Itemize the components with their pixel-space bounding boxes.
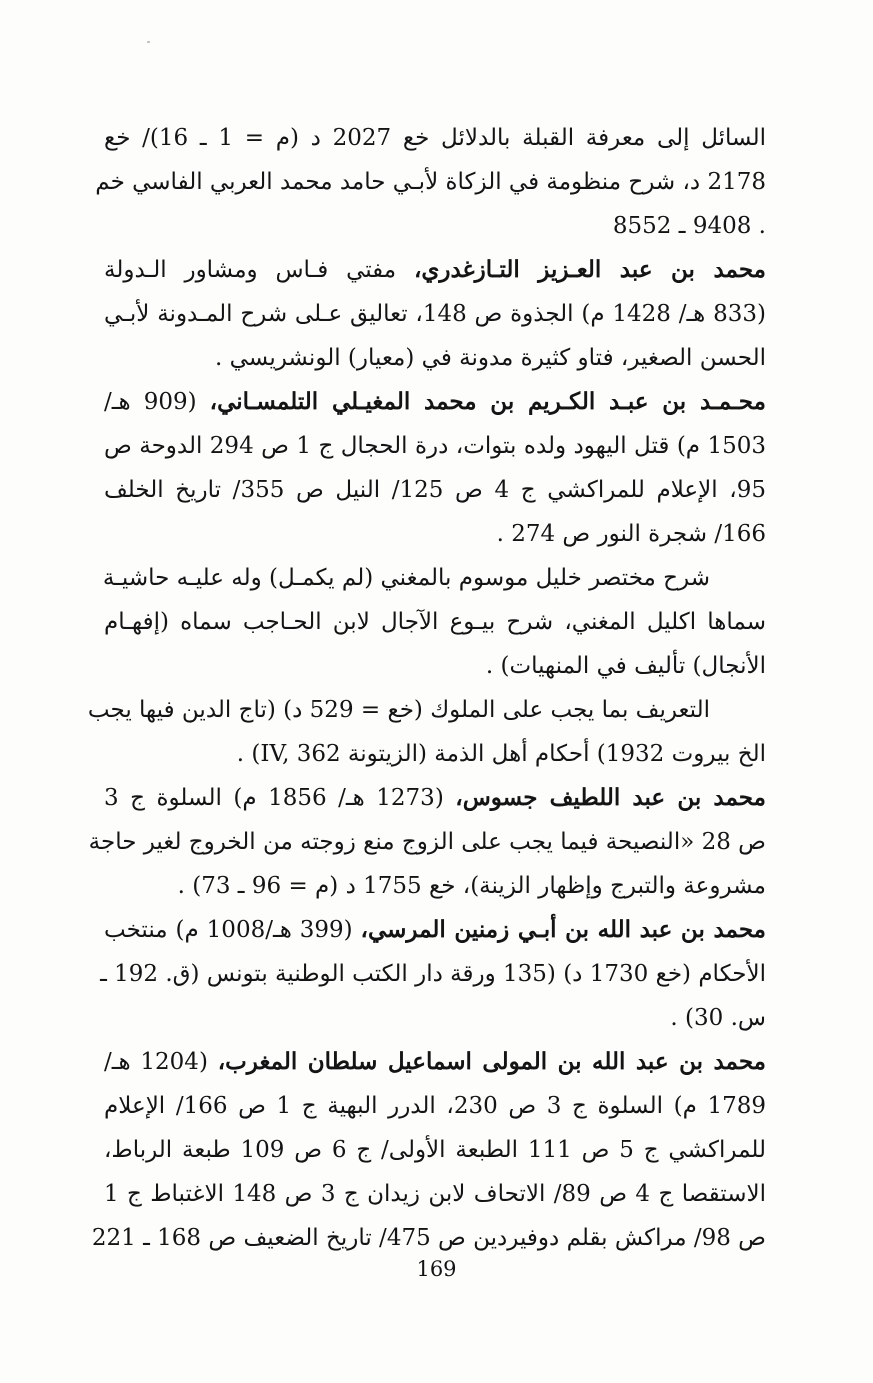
text-line: للمراكشي ج 5 ص 111 الطبعة الأولى/ ج 6 ص 109 طبعة الرباط،	[104, 1137, 767, 1163]
text-line: ص 28 «النصيحة فيما يجب على الزوج منع زوجته من الخروج لغير حاجة	[88, 829, 766, 855]
entry-heading: محمد بن عبد الله بن المولى اسماعيل سلطان المغرب،	[217, 1048, 766, 1075]
text-line: 166/ شجرة النور ص 274 .	[496, 521, 766, 547]
entry-text: (1273 هـ/ 1856 م) السلوة ج 3	[104, 785, 456, 811]
text-line: (833 هـ/ 1428 م) الجذوة ص 148، تعاليق عـلى شرح المـدونة لأبـي	[104, 301, 766, 327]
page-number: 169	[416, 1257, 457, 1281]
text-line: ص 98/ مراكش بقلم دوفيردين ص 475/ تاريخ الضعيف ص 168 ـ 221	[91, 1225, 766, 1251]
text-line: 1503 م) قتل اليهود ولده بتوات، درة الحجال ج 1 ص 294 الدوحة ص	[104, 433, 767, 459]
text-line: 2178 د، شرح منظومة في الزكاة لأبـي حامد محمد العربي الفاسي خم	[95, 169, 766, 195]
entry-first-line	[104, 250, 766, 290]
text-line: الأحكام (خع 1730 د) (135 ورقة دار الكتب الوطنية بتونس (ق. 192 ـ	[100, 961, 766, 987]
entry-first-line	[104, 382, 766, 422]
text-line: الأنجال) تأليف في المنهيات) .	[485, 653, 766, 679]
entry-text: (1204 هـ/	[104, 1049, 218, 1075]
entry-first-line	[104, 910, 766, 950]
text-line: السائل إلى معرفة القبلة بالدلائل خع 2027 د (م = 1 ـ 16)/ خع	[104, 125, 766, 151]
text-line: مشروعة والتبرج وإظهار الزينة)، خع 1755 د (م = 96 ـ 73) .	[177, 873, 766, 899]
text-line: الحسن الصغير، فتاو كثيرة مدونة في (معيار) الونشريسي .	[215, 345, 766, 371]
text-line: س. 30) .	[670, 1005, 766, 1031]
entry-heading: محـمـد بن عبـد الكـريم بن محمد المغيـلي التلمسـاني،	[209, 388, 766, 415]
scan-speck	[147, 41, 150, 43]
text-line: التعريف بما يجب على الملوك (خع = 529 د) (تاج الدين فيها يجب	[87, 697, 710, 723]
entry-heading: محمد بن عبد الله بن أبـي زمنين المرسي،	[360, 916, 766, 943]
text-line: 1789 م) السلوة ج 3 ص 230، الدرر البهية ج 1 ص 166/ الإعلام	[104, 1093, 766, 1119]
text-line: سماها اكليل المغني، شرح بيـوع الآجال لابن الحـاجب سماه (إفهـام	[104, 609, 766, 635]
entry-first-line	[104, 778, 766, 818]
entry-text: (909 هـ/	[104, 389, 210, 415]
text-line: شرح مختصر خليل موسوم بالمغني (لم يكمـل) وله عليـه حاشيـة	[102, 565, 710, 591]
entry-text: (399 هـ/1008 م) منتخب	[104, 917, 361, 943]
text-line: الخ بيروت 1932) أحكام أهل الذمة (الزيتونة IV, 362) .	[236, 741, 766, 767]
text-line: 95، الإعلام للمراكشي ج 4 ص 125/ النيل ص 355/ تاريخ الخلف	[104, 477, 766, 503]
entry-heading: محمد بن عبد العـزيز التـازغدري،	[413, 256, 766, 283]
text-line: الاستقصا ج 4 ص 89/ الاتحاف لابن زيدان ج 3 ص 148 الاغتباط ج 1	[104, 1181, 766, 1207]
entry-first-line	[104, 1042, 766, 1082]
text-line: . 9408 ـ 8552	[612, 213, 766, 239]
entry-heading: محمد بن عبد اللطيف جسوس،	[455, 784, 766, 811]
entry-text: مفتي فـاس ومشاور الـدولة	[104, 257, 414, 283]
